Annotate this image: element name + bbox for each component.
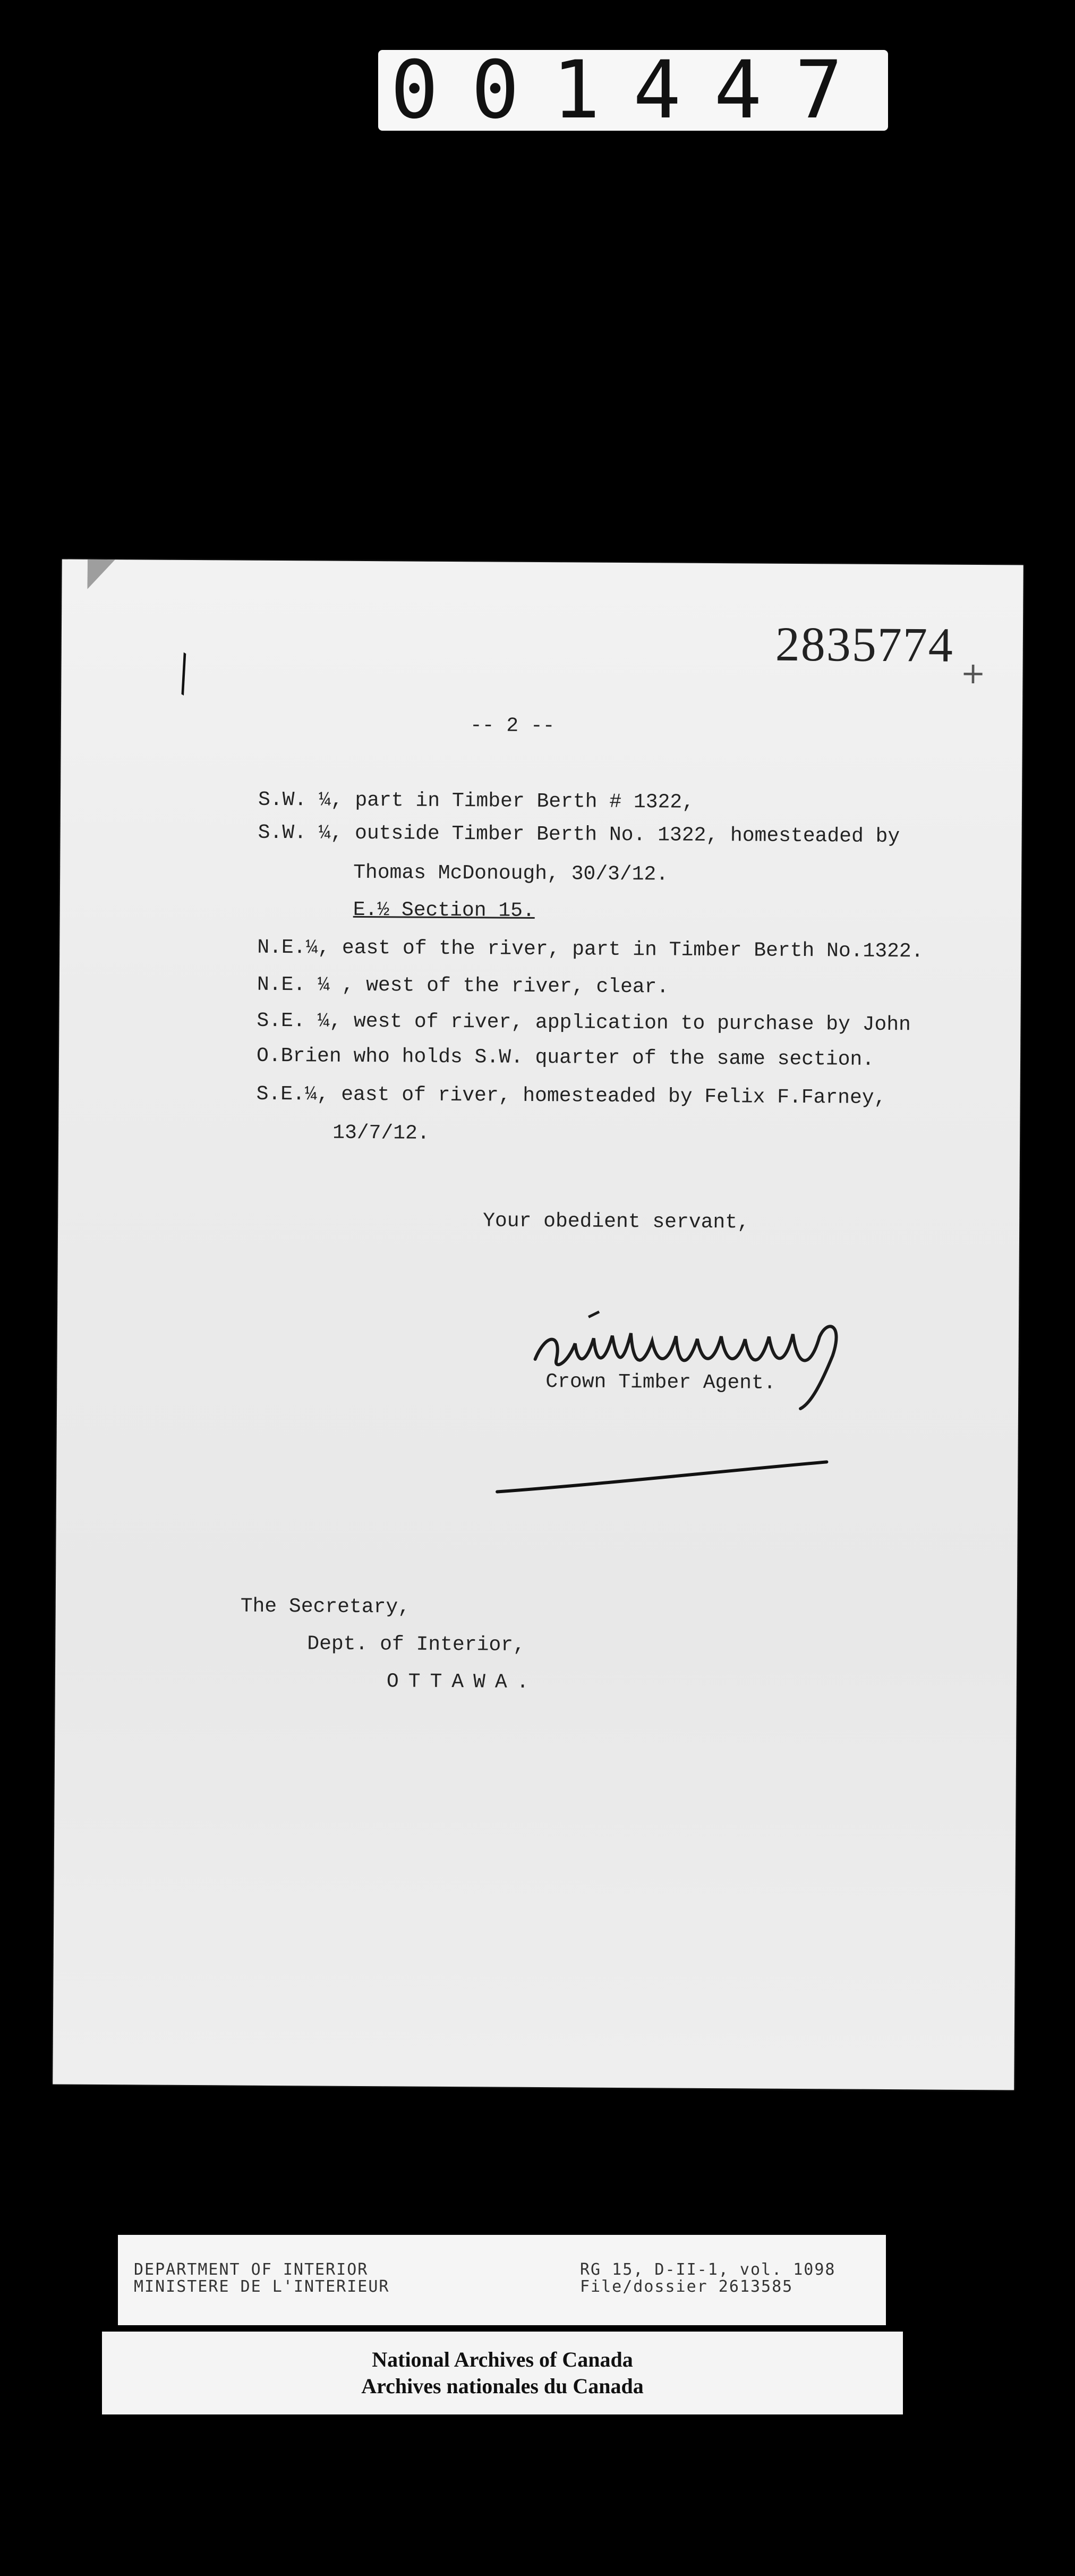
section-heading: E.½ Section 15. [353, 898, 535, 922]
frame-number-label: 001447 [378, 50, 888, 131]
address-line: Dept. of Interior, [307, 1632, 525, 1657]
address-city: OTTAWA. [386, 1670, 539, 1694]
archive-name-en: National Archives of Canada [372, 2348, 633, 2371]
body-line: S.E.¼, east of river, homesteaded by Felix F.Farney, [256, 1082, 886, 1109]
archive-name-fr: Archives nationales du Canada [361, 2374, 644, 2398]
handwritten-signature [524, 1285, 897, 1414]
body-line: S.W. ¼, part in Timber Berth # 1322, [258, 788, 695, 814]
page-number: -- 2 -- [470, 714, 555, 738]
folded-corner [87, 560, 115, 589]
body-line: 13/7/12. [332, 1121, 430, 1145]
signoff-title: Crown Timber Agent. [545, 1370, 776, 1395]
body-line: N.E. ¼ , west of the river, clear. [257, 973, 669, 999]
body-line: S.E. ¼, west of river, application to purchase by John [257, 1009, 911, 1037]
body-line: O.Brien who holds S.W. quarter of the same section. [256, 1044, 875, 1071]
stamp-mark: + [960, 656, 986, 691]
reference-strip [118, 2235, 886, 2325]
closing-line: Your obedient servant, [483, 1209, 749, 1234]
body-line: Thomas McDonough, 30/3/12. [353, 861, 669, 886]
body-line: N.E.¼, east of the river, part in Timber Berth No.1322. [257, 936, 924, 963]
department-fr: MINISTERE DE L'INTERIEUR [134, 2277, 390, 2296]
archive-label [102, 2332, 903, 2414]
body-line: S.W. ¼, outside Timber Berth No. 1322, homesteaded by [258, 821, 900, 849]
department-en: DEPARTMENT OF INTERIOR [134, 2260, 369, 2279]
letter-page [53, 559, 1023, 2090]
address-line: The Secretary, [240, 1595, 411, 1619]
file-number: File/dossier 2613585 [580, 2277, 794, 2296]
stamp-number: 2835774 [775, 616, 954, 672]
ink-underline [492, 1454, 832, 1499]
record-group-ref: RG 15, D-II-1, vol. 1098 [580, 2260, 836, 2279]
ink-mark-icon: ╲ [166, 653, 201, 696]
